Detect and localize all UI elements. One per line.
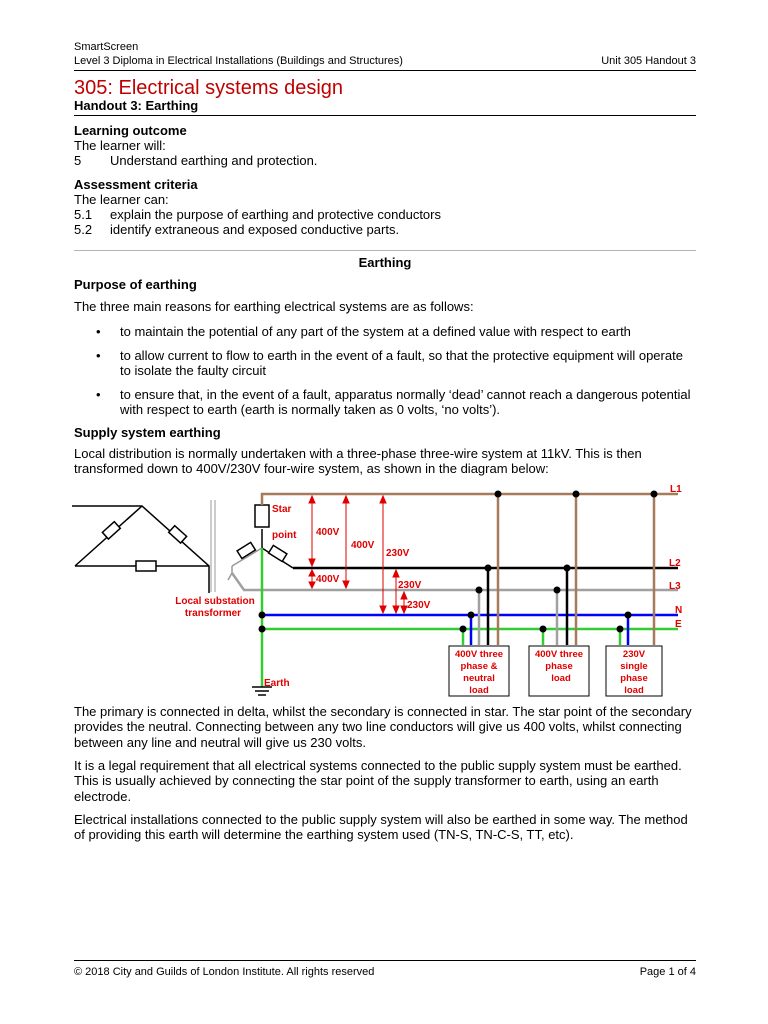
load-label-line: phase bbox=[545, 661, 573, 672]
star-secondary-winding bbox=[228, 505, 293, 580]
item-number: 5.1 bbox=[74, 207, 93, 222]
label-e: E bbox=[675, 619, 682, 630]
assessment-intro: The learner can: bbox=[74, 192, 169, 207]
paragraph: Electrical installations connected to the public supply system will also be earthed in some way. The method of providing this earth will determine the earthing system used (TN-S, TN-C-S, TT, etc). bbox=[74, 812, 688, 843]
item-number: 5.2 bbox=[74, 222, 93, 237]
transformer-label-line1: Local substation bbox=[175, 596, 255, 607]
footer-page-number: Page 1 of 4 bbox=[639, 966, 696, 978]
transformer-label-line2: transformer bbox=[184, 608, 242, 619]
voltage-label: 400V bbox=[316, 527, 340, 538]
l3-conductor bbox=[232, 573, 678, 590]
learning-outcome-heading: Learning outcome bbox=[74, 123, 187, 138]
bullet-dot: • bbox=[96, 348, 101, 363]
voltage-label: 400V bbox=[351, 540, 375, 551]
delta-primary-winding bbox=[72, 500, 215, 593]
load-label-line: phase bbox=[620, 673, 648, 684]
load-box-three-phase-neutral bbox=[449, 646, 509, 696]
load-label-line: load bbox=[469, 685, 489, 696]
junction-dots bbox=[259, 491, 658, 633]
bullet-text: to maintain the potential of any part of the system at a defined value with respect to earth bbox=[120, 324, 631, 339]
page-subtitle: Handout 3: Earthing bbox=[74, 98, 199, 113]
paragraph: The primary is connected in delta, whilst the secondary is connected in star. The star point of the secondary provides the neutral. Connecting between any two line conductors will give us 400 volts, whilst connecting between any line and neutral will give us 230 volts. bbox=[74, 704, 692, 750]
load-label-line: 230V bbox=[622, 649, 646, 660]
learning-outcome-intro: The learner will: bbox=[74, 138, 166, 153]
section-title: Earthing bbox=[358, 255, 412, 270]
label-n: N bbox=[675, 605, 683, 616]
page-title: 305: Electrical systems design bbox=[74, 77, 344, 99]
load-box-single-phase bbox=[606, 646, 662, 696]
purpose-intro: The three main reasons for earthing electrical systems are as follows: bbox=[74, 299, 474, 314]
l1-conductor bbox=[262, 494, 678, 505]
load-label-line: 400V three bbox=[454, 649, 504, 660]
label-l1: L1 bbox=[670, 484, 682, 495]
assessment-heading: Assessment criteria bbox=[74, 177, 198, 192]
load-label-line: phase & bbox=[460, 661, 498, 672]
supply-intro: Local distribution is normally undertaken with a three-phase three-wire system at 11kV. This is then transformed down to 400V/230V four-wire system, as shown in the diagram below: bbox=[74, 446, 642, 477]
load-label-line: load bbox=[551, 673, 571, 684]
footer-copyright: © 2018 City and Guilds of London Institute. All rights reserved bbox=[74, 966, 375, 978]
label-l3: L3 bbox=[669, 581, 681, 592]
purpose-heading: Purpose of earthing bbox=[74, 277, 197, 292]
bullet-text: to ensure that, in the event of a fault, apparatus normally ‘dead’ cannot reach a dangerous potential with respect to earth (earth is normally taken as 0 volts, ‘no volts’). bbox=[120, 387, 691, 418]
voltage-label: 230V bbox=[398, 580, 422, 591]
bullet-dot: • bbox=[96, 387, 101, 402]
star-point-label-line2: point bbox=[272, 530, 297, 541]
paragraph: It is a legal requirement that all electrical systems connected to the public supply system must be earthed. This is usually achieved by connecting the star point of the supply transformer to earth, using an earth electrode. bbox=[74, 758, 682, 804]
load-label-line: single bbox=[620, 661, 648, 672]
load-label-line: 400V three bbox=[534, 649, 584, 660]
bullet-text: to allow current to flow to earth in the event of a fault, so that the protective equipment will operate to isolate the faulty circuit bbox=[120, 348, 683, 379]
voltage-label: 230V bbox=[407, 600, 431, 611]
bullet-dot: • bbox=[96, 324, 101, 339]
voltage-label: 230V bbox=[386, 548, 410, 559]
header-course: Level 3 Diploma in Electrical Installations (Buildings and Structures) bbox=[74, 55, 403, 67]
star-point-label-line1: Star bbox=[272, 504, 292, 515]
item-text: Understand earthing and protection. bbox=[110, 153, 318, 168]
load-box-three-phase bbox=[529, 646, 589, 696]
item-text: explain the purpose of earthing and protective conductors bbox=[110, 207, 441, 222]
load-label-line: neutral bbox=[463, 673, 495, 684]
load-label-line: load bbox=[624, 685, 644, 696]
voltage-label: 400V bbox=[316, 574, 340, 585]
earth-label: Earth bbox=[264, 678, 290, 689]
load-drops bbox=[463, 494, 654, 645]
item-number: 5 bbox=[74, 153, 82, 168]
supply-heading: Supply system earthing bbox=[74, 425, 221, 440]
header-org: SmartScreen bbox=[74, 41, 139, 53]
header-unit: Unit 305 Handout 3 bbox=[601, 55, 696, 67]
label-l2: L2 bbox=[669, 558, 681, 569]
item-text: identify extraneous and exposed conductive parts. bbox=[110, 222, 400, 237]
